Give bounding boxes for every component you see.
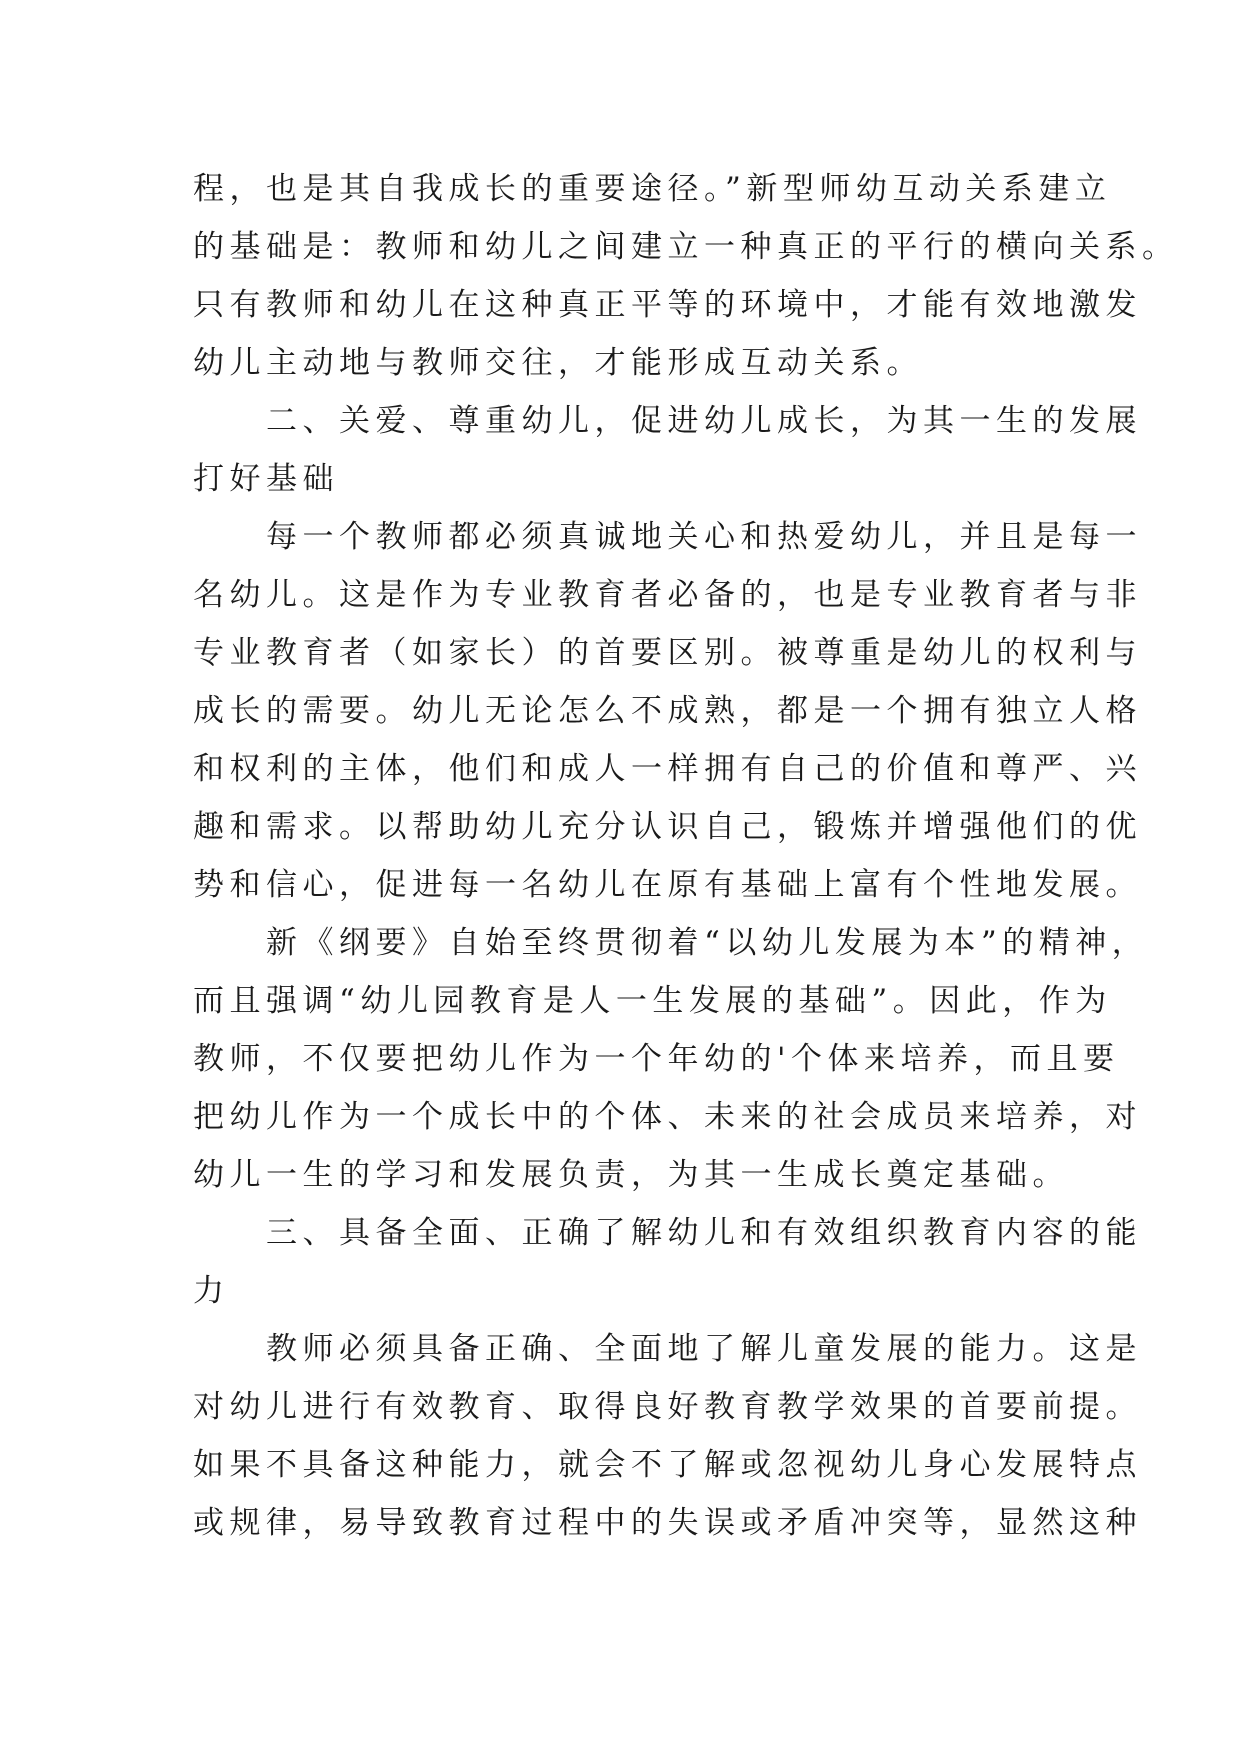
text-line: 把幼儿作为一个成长中的个体、未来的社会成员来培养，对: [193, 1099, 1142, 1135]
text-line: 而且强调“幼儿园教育是人一生发展的基础”。因此，作为: [193, 983, 1112, 1019]
section-heading-2-cont: 打好基础: [193, 461, 339, 497]
text-line: 每一个教师都必须真诚地关心和热爱幼儿，并且是每一: [193, 519, 1142, 555]
text-line: 幼儿一生的学习和发展负责，为其一生成长奠定基础。: [193, 1157, 1069, 1193]
section-heading-3: 三、具备全面、正确了解幼儿和有效组织教育内容的能: [193, 1215, 1142, 1251]
text-line: 程，也是其自我成长的重要途径。”新型师幼互动关系建立: [193, 171, 1112, 207]
text-line: 专业教育者（如家长）的首要区别。被尊重是幼儿的权利与: [193, 635, 1142, 671]
text-line: 如果不具备这种能力，就会不了解或忽视幼儿身心发展特点: [193, 1447, 1142, 1483]
text-line: 成长的需要。幼儿无论怎么不成熟，都是一个拥有独立人格: [193, 693, 1142, 729]
text-line: 幼儿主动地与教师交往，才能形成互动关系。: [193, 345, 923, 381]
text-line: 教师必须具备正确、全面地了解儿童发展的能力。这是: [193, 1331, 1142, 1367]
body-text: [193, 160, 1179, 1552]
text-line: 对幼儿进行有效教育、取得良好教育教学效果的首要前提。: [193, 1389, 1142, 1425]
text-line: 和权利的主体，他们和成人一样拥有自己的价值和尊严、兴: [193, 751, 1142, 787]
text-line: 新《纲要》自始至终贯彻着“以幼儿发展为本”的精神，: [193, 925, 1149, 961]
section-heading-2: 二、关爱、尊重幼儿，促进幼儿成长，为其一生的发展: [193, 403, 1142, 439]
text-line: 名幼儿。这是作为专业教育者必备的，也是专业教育者与非: [193, 577, 1142, 613]
text-line: 或规律，易导致教育过程中的失误或矛盾冲突等，显然这种: [193, 1505, 1142, 1541]
text-line: 教师，不仅要把幼儿作为一个年幼的'个体来培养，而且要: [193, 1041, 1120, 1077]
text-line: 只有教师和幼儿在这种真正平等的环境中，才能有效地激发: [193, 287, 1142, 323]
section-heading-3-cont: 力: [193, 1273, 230, 1309]
text-line: 趣和需求。以帮助幼儿充分认识自己，锻炼并增强他们的优: [193, 809, 1142, 845]
text-line: 势和信心，促进每一名幼儿在原有基础上富有个性地发展。: [193, 867, 1142, 903]
text-line: 的基础是：教师和幼儿之间建立一种真正的平行的横向关系。: [193, 229, 1179, 265]
